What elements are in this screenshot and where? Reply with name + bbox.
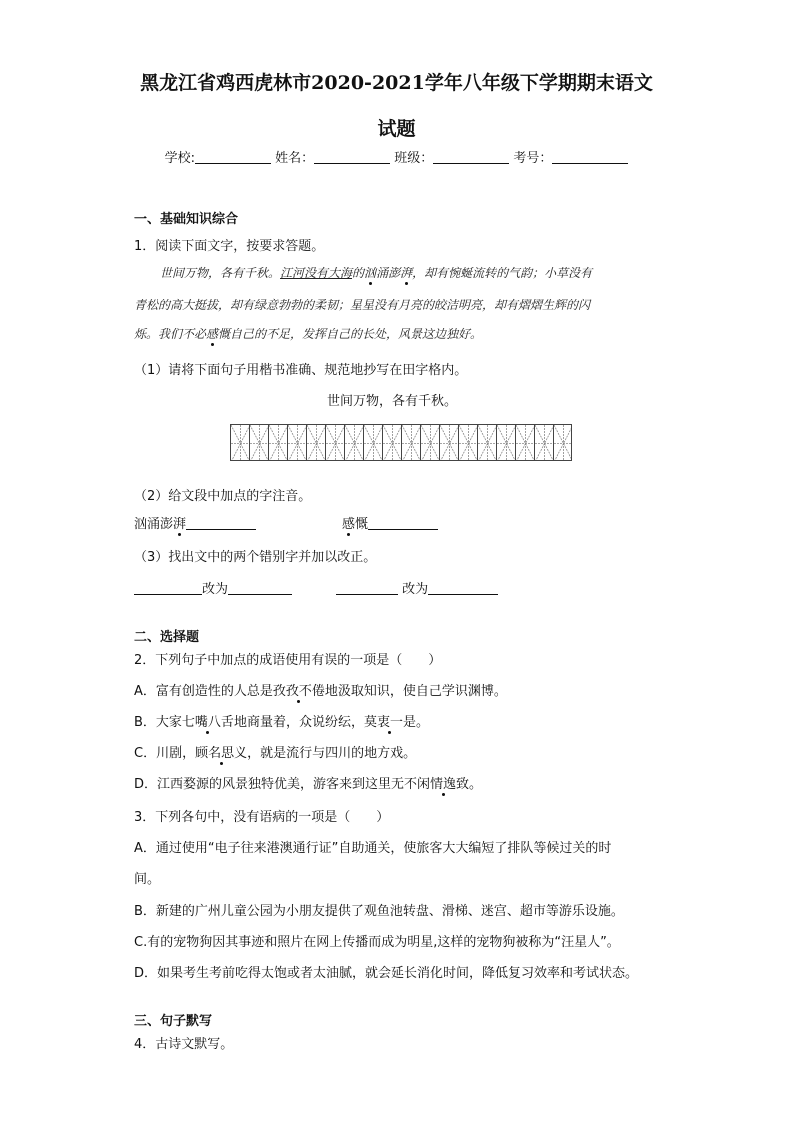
question-2-option-c[interactable]: C．川剧，顾名思义，就是流行与四川的地方戏。: [134, 742, 416, 761]
dotted-idiom: 孜孜不倦: [273, 680, 325, 699]
exam-number-field[interactable]: [552, 149, 628, 164]
question-2-option-d[interactable]: D．江西婺源的风景独特优美，游客来到这里无不闲情逸致。: [134, 773, 482, 792]
tianzige-cell[interactable]: [458, 424, 477, 461]
question-3-stem: 3．下列各句中，没有语病的一项是（ ）: [134, 810, 390, 825]
document-title-line2: 试题: [377, 118, 416, 140]
tianzige-cell[interactable]: [325, 424, 344, 461]
student-info-row: [0, 147, 793, 166]
tianzige-cell[interactable]: [268, 424, 287, 461]
question-2-stem: 2．下列句子中加点的成语使用有误的一项是（ ）: [134, 653, 442, 668]
dotted-idiom: 莫衷一是: [364, 711, 416, 730]
passage-line-1: 世间万物，各有千秋。江河没有大海的汹涌澎湃，却有惋蜒流转的气韵；小草没有: [160, 266, 593, 280]
name-field[interactable]: [314, 149, 390, 164]
tianzige-cell[interactable]: [401, 424, 420, 461]
tianzige-cell[interactable]: [496, 424, 515, 461]
name-label: 姓名：: [275, 151, 315, 166]
exam-number-label: 考号：: [513, 151, 553, 166]
question-4-stem: 4．古诗文默写。: [134, 1037, 234, 1052]
wrong-char-1[interactable]: [134, 580, 202, 595]
question-3-option-d[interactable]: D．如果考生考前吃得太饱或者太油腻，就会延长消化时间，降低复习效率和考试状态。: [134, 966, 639, 981]
correction-item-1: 改为: [134, 578, 292, 597]
question-2-option-b[interactable]: B．大家七嘴八舌地商量着，众说纷纭，莫衷一是。: [134, 711, 429, 730]
question-2-option-a[interactable]: A．富有创造性的人总是孜孜不倦地汲取知识，使自己学识渊博。: [134, 680, 507, 699]
pinyin-answer-2[interactable]: [368, 515, 438, 530]
section-heading-3: 三、句子默写: [134, 1014, 213, 1029]
tianzige-cell[interactable]: [230, 424, 249, 461]
dotted-idiom: 顾名思义: [195, 742, 247, 761]
underlined-phrase: 江河没有大海: [280, 266, 353, 280]
right-char-2[interactable]: [428, 580, 498, 595]
tianzige-cell[interactable]: [382, 424, 401, 461]
pinyin-item-1: 汹涌澎湃: [134, 513, 256, 532]
question-3-option-b[interactable]: B．新建的广州儿童公园为小朋友提供了观鱼池转盘、滑梯、迷宫、超市等游乐设施。: [134, 904, 624, 919]
question-3-option-a[interactable]: A．通过使用“电子往来港澳通行证”自助通关，使旅客大大编短了排队等候过关的时: [134, 841, 612, 856]
tianzige-cell[interactable]: [515, 424, 534, 461]
dotted-char: 感: [342, 513, 355, 532]
section-heading-1: 一、基础知识综合: [134, 212, 239, 227]
tianzige-cell[interactable]: [534, 424, 553, 461]
school-label: 学校:: [164, 151, 195, 166]
tianzige-cell[interactable]: [344, 424, 363, 461]
correction-item-2: 改为: [336, 578, 498, 597]
sub-question-3: （3）找出文中的两个错别字并加以改正。: [134, 550, 377, 565]
tianzige-cell[interactable]: [439, 424, 458, 461]
passage-line-2: 青松的高大挺拔，却有绿意勃勃的柔韧；星星没有月亮的皎洁明亮，却有熠熠生辉的闪: [134, 298, 591, 312]
dotted-char: 湃: [173, 513, 186, 532]
dotted-char: 感: [206, 327, 219, 341]
class-label: 班级：: [394, 151, 434, 166]
tianzige-cell[interactable]: [420, 424, 439, 461]
pinyin-item-2: 感慨: [342, 513, 438, 532]
right-char-1[interactable]: [228, 580, 292, 595]
document-title-line1: 黑龙江省鸡西虎林市2020-2021学年八年级下学期期末语文: [140, 72, 653, 94]
wrong-char-2[interactable]: [336, 580, 398, 595]
sub-question-2: （2）给文段中加点的字注音。: [134, 489, 312, 504]
tianzige-cell[interactable]: [306, 424, 325, 461]
tianzige-cell[interactable]: [363, 424, 382, 461]
school-field[interactable]: [195, 149, 271, 164]
passage-line-3: 烁。我们不必感慨自己的不足，发挥自己的长处，风景这边独好。: [134, 327, 483, 341]
question-3-option-a-cont: 间。: [134, 872, 161, 887]
dotted-char: 汹: [364, 266, 377, 280]
question-3-option-c[interactable]: C.有的宠物狗因其事迹和照片在网上传播而成为明星,这样的宠物狗被称为“汪星人”。: [134, 935, 620, 950]
copy-sentence: 世间万物，各有千秋。: [327, 394, 458, 409]
dotted-idiom: 闲情逸致: [417, 773, 469, 792]
class-field[interactable]: [433, 149, 509, 164]
dotted-char: 湃: [400, 266, 413, 280]
question-1-stem: 1．阅读下面文字，按要求答题。: [134, 239, 325, 254]
tianzige-cell[interactable]: [249, 424, 268, 461]
tianzige-cell[interactable]: [553, 424, 572, 461]
section-heading-2: 二、选择题: [134, 630, 200, 645]
pinyin-answer-1[interactable]: [186, 515, 256, 530]
tianzige-grid[interactable]: [230, 424, 572, 461]
sub-question-1: （1）请将下面句子用楷书准确、规范地抄写在田字格内。: [134, 363, 468, 378]
tianzige-cell[interactable]: [287, 424, 306, 461]
tianzige-cell[interactable]: [477, 424, 496, 461]
dotted-idiom: 七嘴八舌: [182, 711, 234, 730]
